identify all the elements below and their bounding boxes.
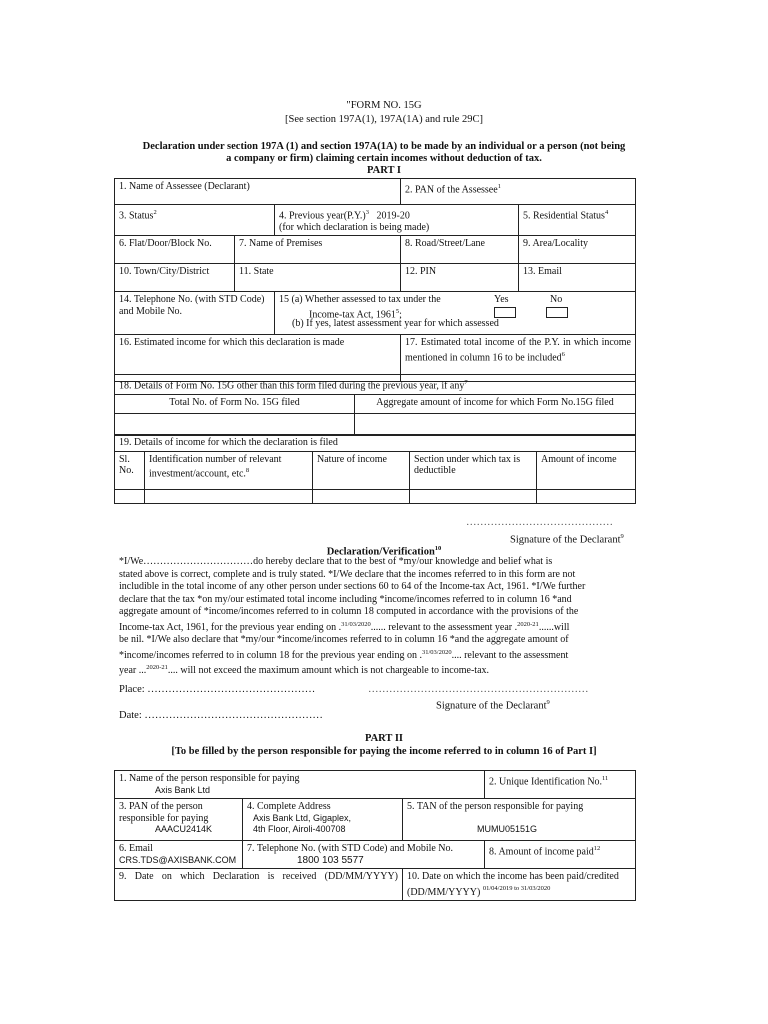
payer-email-field[interactable]: 6. Email CRS.TDS@AXISBANK.COM xyxy=(115,841,243,869)
area-locality-field[interactable]: 9. Area/Locality xyxy=(519,236,636,264)
form-title: "FORM NO. 15G xyxy=(346,100,422,111)
see-section: [See section 197A(1), 197A(1A) and rule 29C] xyxy=(285,114,483,125)
payer-name-field[interactable]: 1. Name of the person responsible for paying Axis Bank Ltd xyxy=(115,771,485,799)
signature2-line: ……………………………………………………… xyxy=(368,684,589,695)
tan-field[interactable]: 5. TAN of the person responsible for paying MUMU05151G xyxy=(403,799,636,841)
assessee-pan-field[interactable]: 2. PAN of the Assessee$^1$ xyxy=(401,179,636,205)
declaration-received-date-field[interactable]: 9. Date on which Declaration is received (DD/MM/YYYY) xyxy=(115,869,403,901)
declaration-title-line2: a company or firm) claiming certain incomes without deduction of tax. xyxy=(226,153,542,164)
pin-field[interactable]: 12. PIN xyxy=(401,264,519,292)
status-field[interactable]: 3. Status$^2$ xyxy=(115,205,275,236)
flat-door-field[interactable]: 6. Flat/Door/Block No. xyxy=(115,236,235,264)
part2-subtitle: [To be filled by the person responsible for paying the income referred to in column 16 of Part I] xyxy=(171,746,597,757)
income-details-heading: 19. Details of income for which the declaration is filed xyxy=(115,435,636,452)
verification-text: *I/We……………………………do hereby declare that to the best of *my/our knowledge and belief what is stated above is correct, complete and is truly stated. *I/We declare that the incomes referred to in this form are not includible in the total income of any other person under sections 60 to 64 of the Income-tax Act, 1961. *I/We further declare that the tax *on my/our estimated total income including *income/incomes referred to in column 16 *and aggregate amount of *income/incomes referred to in column 18 computed in accordance with the provisions of the Income-tax Act, 1961, for the previous year ending on .$^{31/03/2020}$...... relevant to the assessment year .$^{2020-21}$......will be nil. *I/We also declare that *my/our *income/incomes referred to in column 16 *and the aggregate amount of *income/incomes referred to in column 18 for the previous year ending on .$^{31/03/2020}$.... relevant to the assessment year ...$^{2020-21}$.... will not exceed the maximum amount which is not chargeable to income-tax. xyxy=(119,556,586,676)
income-details-table xyxy=(114,434,636,504)
amount-income-header: Amount of income xyxy=(537,451,636,489)
part1-table xyxy=(114,178,636,382)
road-street-field[interactable]: 8. Road/Street/Lane xyxy=(401,236,519,264)
table-row[interactable] xyxy=(313,489,410,503)
aggregate-amount-header: Aggregate amount of income for which Form No.15G filed xyxy=(355,394,636,413)
no-checkbox[interactable] xyxy=(546,307,568,318)
address-field[interactable]: 4. Complete Address Axis Bank Ltd, Gigaplex, 4th Floor, Airoli-400708 xyxy=(243,799,403,841)
assessment-year-2: 2020-21 xyxy=(146,664,168,671)
table-row[interactable] xyxy=(537,489,636,503)
table-row[interactable] xyxy=(145,489,313,503)
declaration-title-line1: Declaration under section 197A (1) and section 197A(1A) to be made by an individual or a person (not being xyxy=(142,141,626,152)
email-field[interactable]: 13. Email xyxy=(519,264,636,292)
place-field[interactable]: Place: ………………………………………… xyxy=(119,684,316,695)
identification-header: Identification number of relevant investment/account, etc.$^8$ xyxy=(145,451,313,489)
amount-paid-field[interactable]: 8. Amount of income paid$^{12}$ xyxy=(485,841,636,869)
total-forms-cell[interactable] xyxy=(115,413,355,435)
form15g-details-heading: 18. Details of Form No. 15G other than this form filed during the previous year, if any$^7$ xyxy=(115,375,636,395)
table-row[interactable] xyxy=(410,489,537,503)
previous-year-field[interactable]: 4. Previous $year(P.Y.)^3$ 2019-20 (for which declaration is being made) xyxy=(275,205,519,236)
signature-label: Signature of the Declarant$^9$ xyxy=(510,533,624,546)
town-city-field[interactable]: 10. Town/City/District xyxy=(115,264,235,292)
assessed-to-tax-field: 15 (a) Whether assessed to tax under the Yes No Income-tax Act, 1961$^5$; (b) If yes, latest assessment year for which assessed xyxy=(275,292,636,335)
residential-status-field[interactable]: 5. Residential Status$^4$ xyxy=(519,205,636,236)
nature-income-header: Nature of income xyxy=(313,451,410,489)
part2-title: PART II xyxy=(364,733,404,744)
premises-field[interactable]: 7. Name of Premises xyxy=(235,236,401,264)
part2-table xyxy=(114,770,636,901)
assessee-name-field[interactable]: 1. Name of Assessee (Declarant) xyxy=(115,179,401,205)
estimated-total-income-field[interactable]: 17. Estimated total income of the P.Y. in which income mentioned in column 16 to be included$^6$ xyxy=(401,335,636,382)
telephone-field[interactable]: 14. Telephone No. (with STD Code) and Mobile No. xyxy=(115,292,275,335)
previous-year-end-date-2: 31/03/2020 xyxy=(421,648,452,656)
yes-checkbox[interactable] xyxy=(494,307,516,318)
section-header: Section under which tax is deductible xyxy=(410,451,537,489)
table-row[interactable] xyxy=(115,489,145,503)
signature2-label: Signature of the Declarant$^9$ xyxy=(436,699,550,712)
payer-telephone-field[interactable]: 7. Telephone No. (with STD Code) and Mobile No. 1800 103 5577 xyxy=(243,841,485,869)
income-paid-date-field[interactable]: 10. Date on which the income has been paid/credited (DD/MM/YYYY) $^{01/04/2019 to 31/03/2020}$ xyxy=(403,869,636,901)
signature-line: …………………………………… xyxy=(466,517,613,528)
state-field[interactable]: 11. State xyxy=(235,264,401,292)
date-field[interactable]: Date: …………………………………………… xyxy=(119,710,323,721)
aggregate-amount-cell[interactable] xyxy=(355,413,636,435)
total-forms-header: Total No. of Form No. 15G filed xyxy=(115,394,355,413)
payer-pan-field[interactable]: 3. PAN of the person responsible for paying AAACU2414K xyxy=(115,799,243,841)
unique-id-field[interactable]: 2. Unique Identification No.$^{11}$ xyxy=(485,771,636,799)
assessment-year: 2020-21 xyxy=(517,620,539,628)
previous-year-end-date: 31/03/2020 xyxy=(341,620,371,628)
part1-title: PART I xyxy=(367,165,401,176)
verification-title: Declaration/Verification$^{10}$ xyxy=(326,545,442,558)
estimated-income-field[interactable]: 16. Estimated income for which this declaration is made xyxy=(115,335,401,382)
sl-no-header: Sl. No. xyxy=(115,451,145,489)
form15g-details-table xyxy=(114,374,636,436)
